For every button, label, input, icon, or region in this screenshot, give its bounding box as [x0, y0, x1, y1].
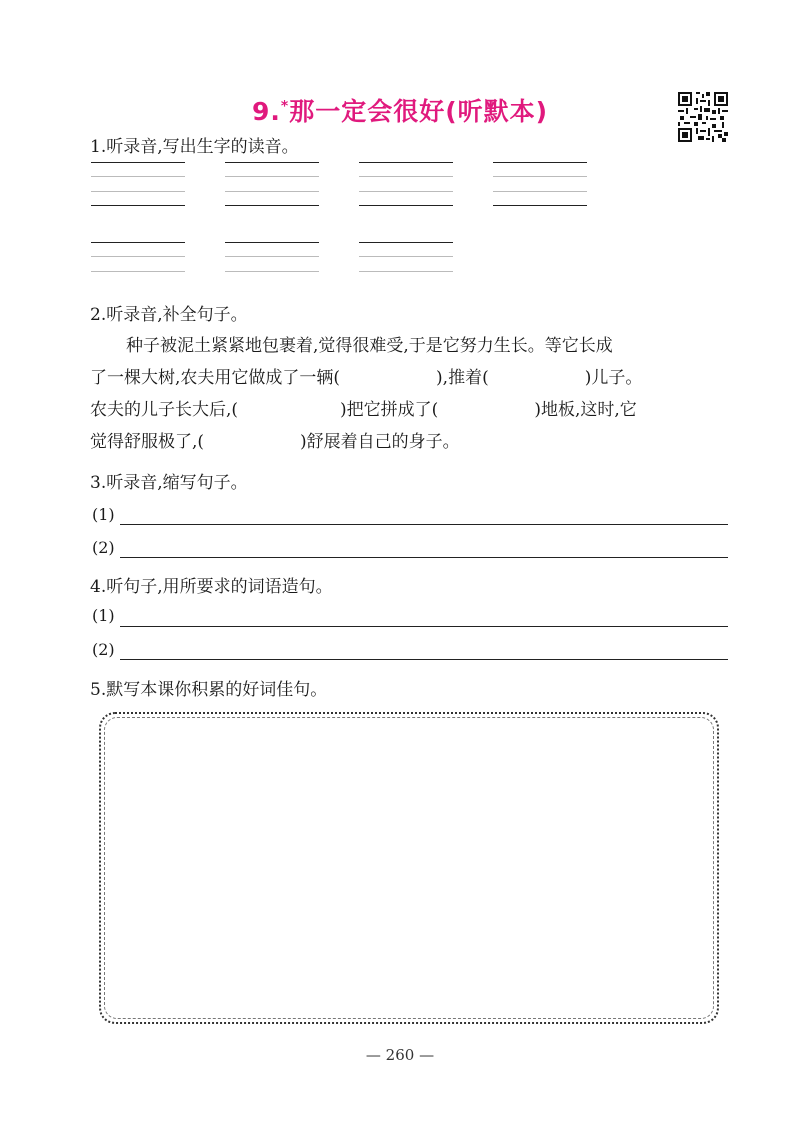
- passage-text: 农夫的儿子长大后,(: [90, 400, 239, 420]
- passage-text: )舒展着自己的身子。: [300, 432, 460, 452]
- item-number: (2): [92, 640, 115, 659]
- pinyin-blank[interactable]: [225, 242, 319, 272]
- qr-code-icon: [678, 92, 728, 142]
- answer-line[interactable]: [120, 659, 728, 660]
- question-4-label: 4.听句子,用所要求的词语造句。: [90, 577, 333, 597]
- writing-box[interactable]: [99, 712, 719, 1024]
- item-number: (2): [92, 538, 115, 557]
- answer-line[interactable]: [120, 557, 728, 558]
- pinyin-blank[interactable]: [493, 162, 587, 206]
- pinyin-blank[interactable]: [359, 242, 453, 272]
- title-number: 9.: [251, 97, 281, 126]
- writing-box-border: [104, 717, 714, 1019]
- item-number: (1): [92, 606, 115, 625]
- pinyin-blank[interactable]: [225, 162, 319, 206]
- passage-text: 了一棵大树,农夫用它做成了一辆(: [90, 368, 341, 388]
- passage-line: 种子被泥土紧紧地包裹着,觉得很难受,于是它努力生长。等它长成: [126, 336, 613, 356]
- answer-line[interactable]: [120, 524, 728, 525]
- item-number: (1): [92, 505, 115, 524]
- passage-text: )把它拼成了(: [340, 400, 439, 420]
- passage-text: 觉得舒服极了,(: [90, 432, 205, 452]
- passage-text: ),推着(: [436, 368, 489, 388]
- question-5-label: 5.默写本课你积累的好词佳句。: [90, 680, 328, 700]
- pinyin-blank[interactable]: [91, 162, 185, 206]
- question-2-passage: [90, 330, 730, 458]
- question-3-label: 3.听录音,缩写句子。: [90, 473, 248, 493]
- passage-text: )地板,这时,它: [534, 400, 637, 420]
- pinyin-blank[interactable]: [91, 242, 185, 272]
- page-number: — 260 —: [365, 1046, 435, 1064]
- question-2-label: 2.听录音,补全句子。: [90, 305, 248, 325]
- title-star: *: [280, 98, 290, 115]
- passage-text: )儿子。: [584, 368, 643, 388]
- question-1-label: 1.听录音,写出生字的读音。: [90, 137, 299, 157]
- pinyin-blank[interactable]: [359, 162, 453, 206]
- title-text: 那一定会很好(听默本): [289, 97, 549, 126]
- answer-line[interactable]: [120, 626, 728, 627]
